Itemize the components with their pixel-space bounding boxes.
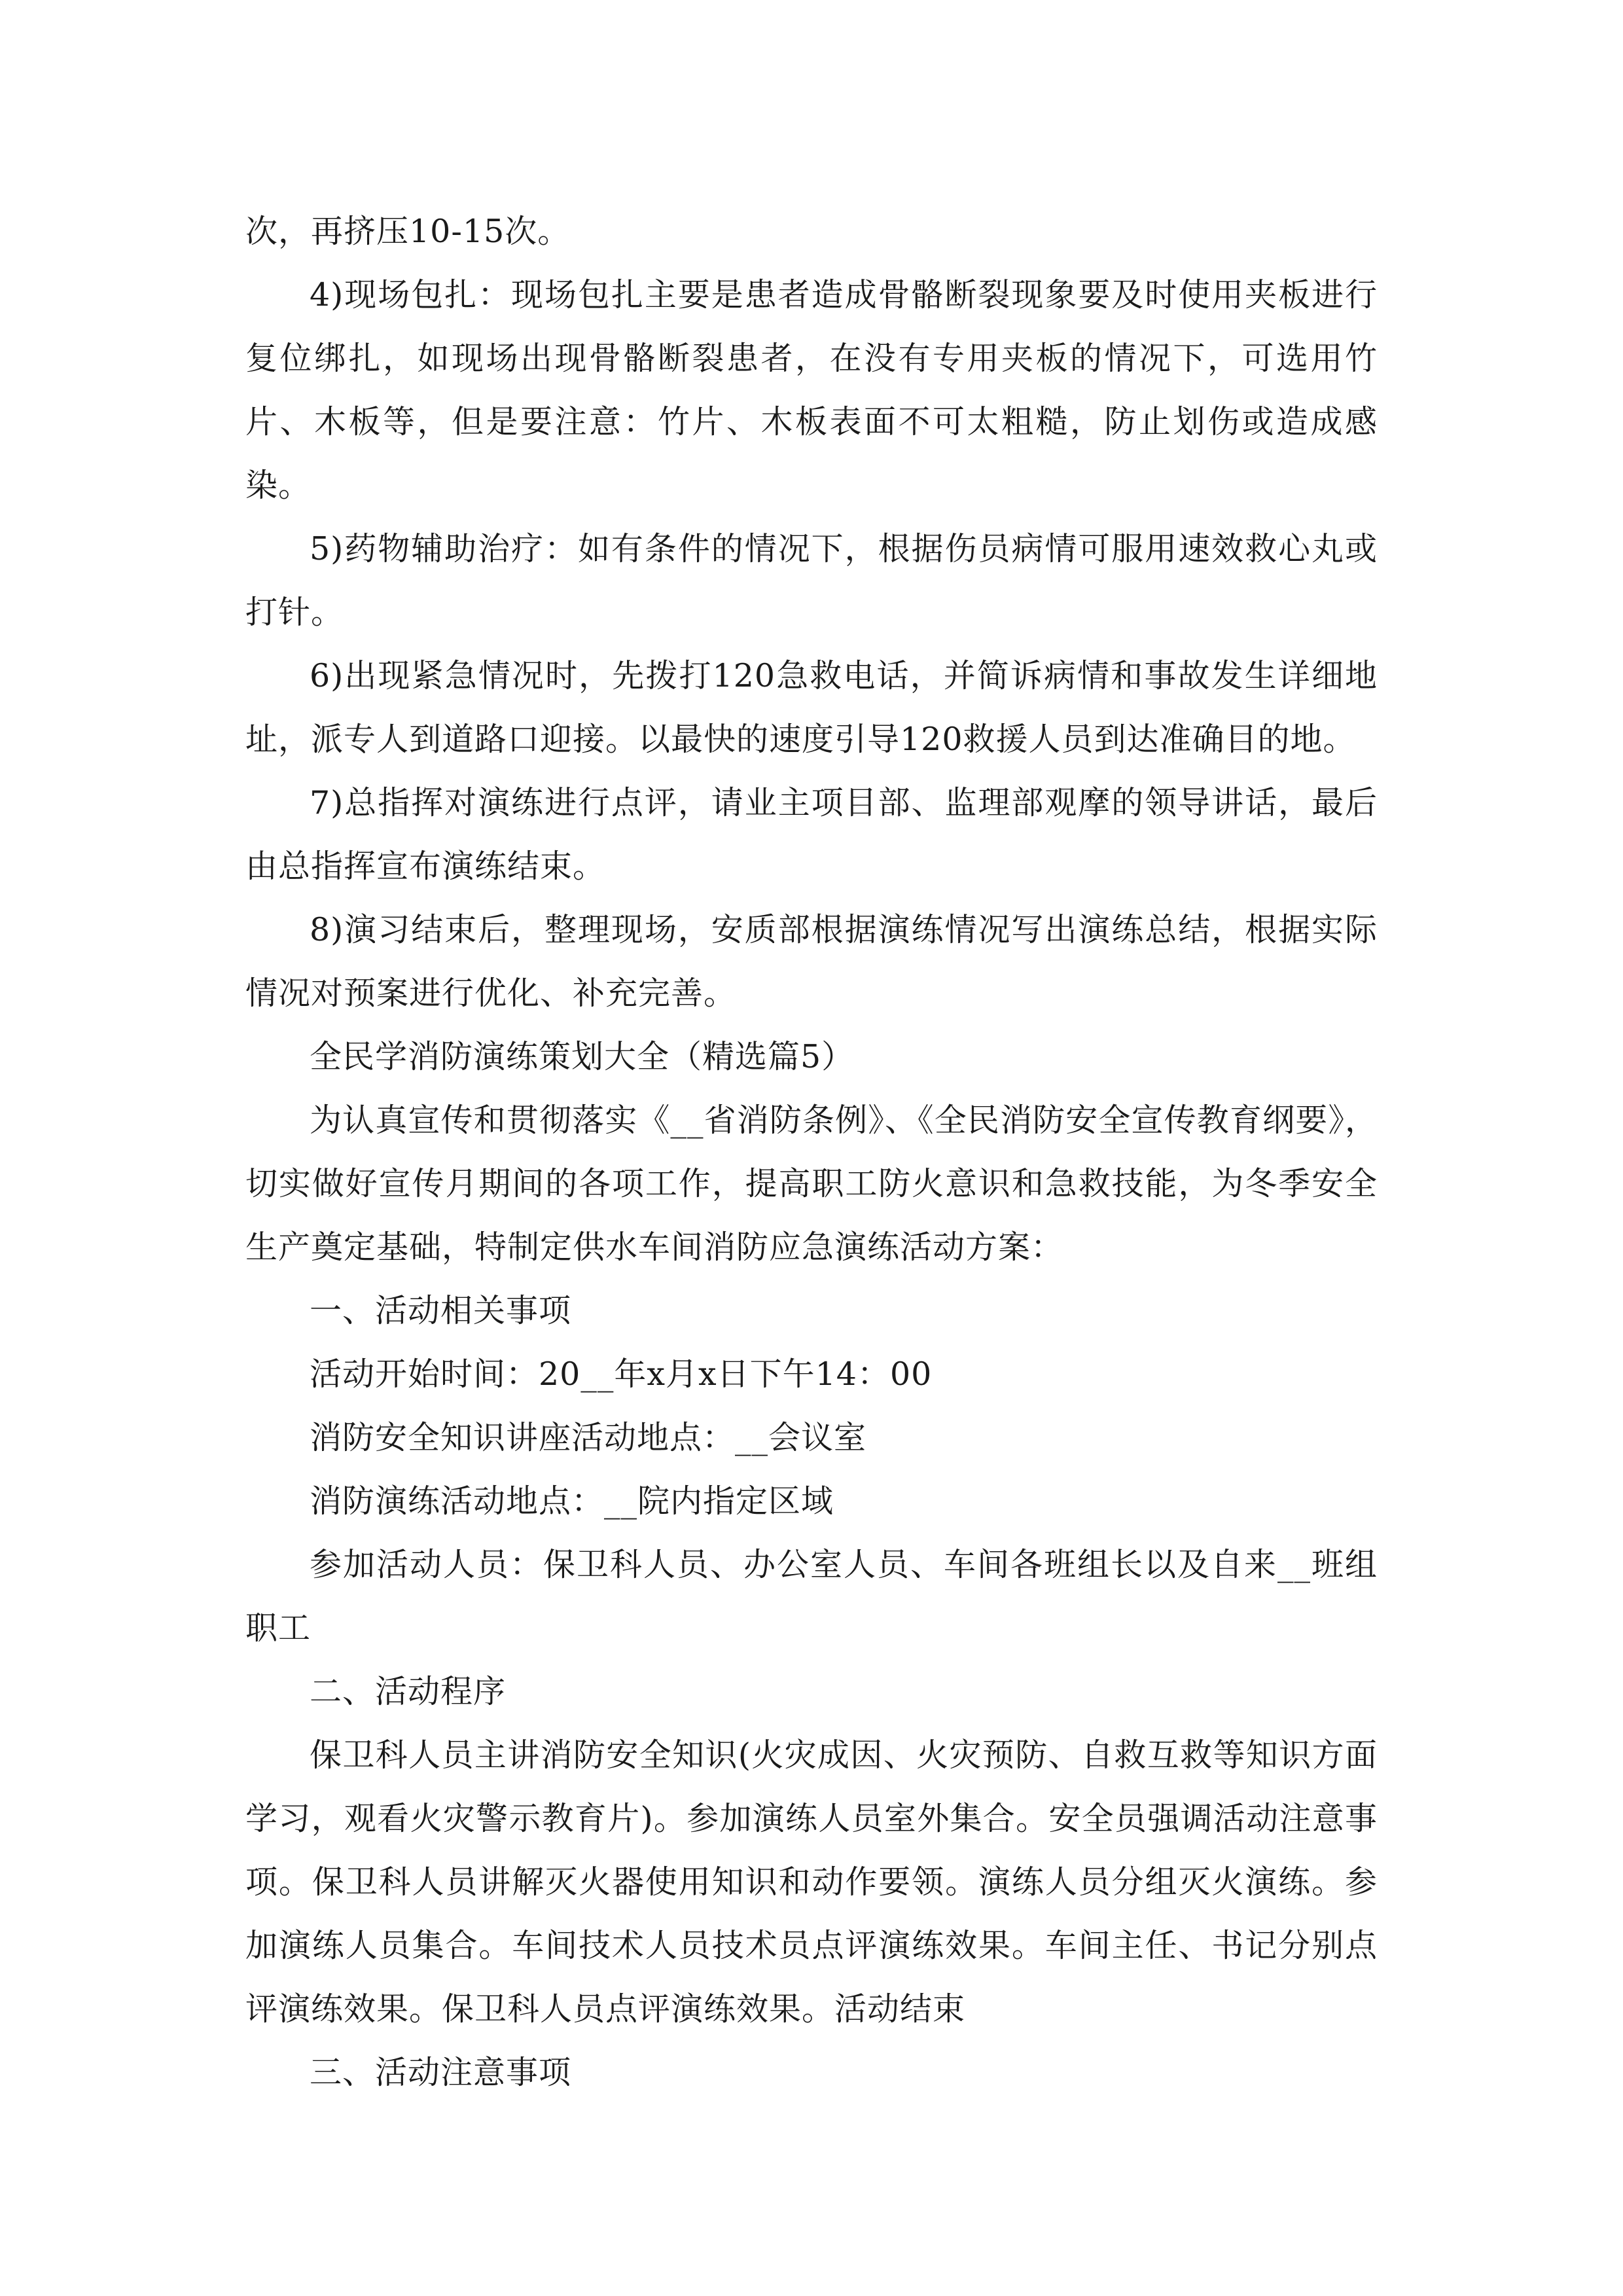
paragraph-2: 4)现场包扎：现场包扎主要是患者造成骨骼断裂现象要及时使用夹板进行复位绑扎，如现场出现骨骼断裂患者，在没有专用夹板的情况下，可选用竹片、木板等，但是要注意：竹片、木板表面不可太粗糙，防止划伤或造成感染。: [245, 276, 1378, 504]
paragraph-1: 次，再挤压10-15次。: [245, 213, 571, 250]
subheading-1: 一、活动相关事项: [310, 1292, 572, 1329]
paragraph-3: 5)药物辅助治疗：如有条件的情况下，根据伤员病情可服用速效救心丸或打针。: [245, 530, 1378, 631]
section-heading: 全民学消防演练策划大全（精选篇5）: [310, 1038, 855, 1075]
lecture-location: 消防安全知识讲座活动地点：__会议室: [310, 1419, 867, 1456]
paragraph-6: 8)演习结束后，整理现场，安质部根据演练情况写出演练总结，根据实际情况对预案进行优化、补充完善。: [245, 911, 1378, 1012]
subheading-3: 三、活动注意事项: [310, 2054, 572, 2091]
document-body: [245, 200, 1378, 2104]
paragraph-5: 7)总指挥对演练进行点评，请业主项目部、监理部观摩的领导讲话，最后由总指挥宣布演练结束。: [245, 784, 1378, 885]
paragraph-intro: 为认真宣传和贯彻落实《__省消防条例》、《全民消防安全宣传教育纲要》，切实做好宣传月期间的各项工作，提高职工防火意识和急救技能，为冬季安全生产奠定基础，特制定供水车间消防应急演练活动方案：: [245, 1102, 1378, 1266]
procedure-paragraph: 保卫科人员主讲消防安全知识(火灾成因、火灾预防、自救互救等知识方面学习，观看火灾警示教育片)。参加演练人员室外集合。安全员强调活动注意事项。保卫科人员讲解灭火器使用知识和动作要领。演练人员分组灭火演练。参加演练人员集合。车间技术人员技术员点评演练效果。车间主任、书记分别点评演练效果。保卫科人员点评演练效果。活动结束: [245, 1736, 1378, 2028]
paragraph-4: 6)出现紧急情况时，先拨打120急救电话，并简诉病情和事故发生详细地址，派专人到道路口迎接。以最快的速度引导120救援人员到达准确目的地。: [245, 657, 1378, 758]
activity-time: 活动开始时间：20__年x月x日下午14：00: [310, 1355, 933, 1393]
participants: 参加活动人员：保卫科人员、办公室人员、车间各班组长以及自来__班组职工: [245, 1546, 1378, 1647]
subheading-2: 二、活动程序: [310, 1673, 507, 1710]
drill-location: 消防演练活动地点：__院内指定区域: [310, 1482, 834, 1520]
